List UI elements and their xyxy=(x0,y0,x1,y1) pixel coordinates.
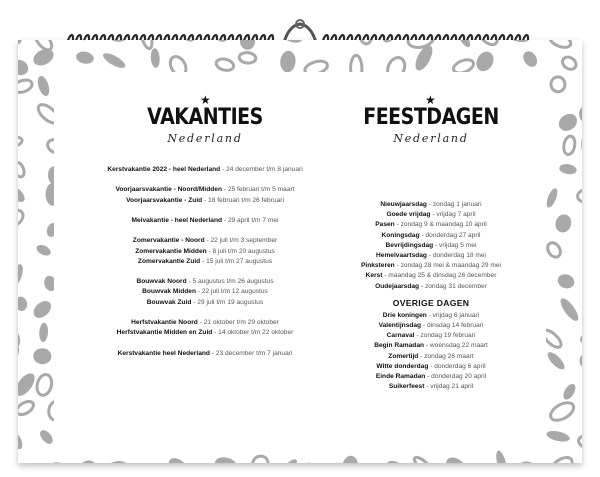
leopard-spot xyxy=(18,161,26,179)
leopard-spot xyxy=(454,40,472,49)
entry-dates: - zondag 1 januari xyxy=(426,201,482,208)
leopard-spot xyxy=(33,348,52,365)
content-panel xyxy=(54,72,546,435)
vakanties-list xyxy=(98,165,312,359)
leopard-spot xyxy=(18,399,36,417)
leopard-spot xyxy=(104,460,129,463)
entry-name: Herfstvakantie Noord xyxy=(131,318,198,326)
leopard-spot xyxy=(550,76,566,93)
leopard-spot xyxy=(579,104,582,123)
entry-name: Zomervakantie Zuid xyxy=(137,257,201,265)
entry-dates: - 22 juli t/m 12 augustus xyxy=(196,288,268,296)
entry-name: Bevrijdingsdag xyxy=(385,241,434,249)
leopard-spot xyxy=(578,325,582,346)
entry-name: Carnaval xyxy=(386,332,415,340)
entry-name: Kerst xyxy=(365,272,383,280)
leopard-spot xyxy=(18,370,38,399)
leopard-spot xyxy=(475,40,501,48)
star-icon: ★ xyxy=(425,93,436,107)
leopard-spot xyxy=(473,49,497,75)
entry-dates: - vrijdag 21 april xyxy=(424,383,474,391)
leopard-spot xyxy=(305,462,329,463)
entry-name: Voorjaarsvakantie - Zuid xyxy=(126,196,203,204)
list-item xyxy=(324,261,538,271)
leopard-spot xyxy=(561,382,578,402)
entry-dates: - zondag 19 februari xyxy=(414,332,476,340)
calendar-page xyxy=(18,40,582,463)
entry-dates: - 5 augustus t/m 26 augustus xyxy=(186,278,274,286)
feestdagen-items xyxy=(324,200,538,292)
leopard-spot xyxy=(38,428,56,446)
entry-name: Oudejaarsdag xyxy=(375,282,420,290)
leopard-spot xyxy=(39,322,49,342)
group-spacer xyxy=(98,267,312,277)
leopard-spot xyxy=(412,455,434,463)
leopard-spot xyxy=(562,135,576,155)
leopard-spot xyxy=(560,55,578,72)
entry-name: Meivakantie - heel Nederland xyxy=(131,216,223,224)
entry-dates: - donderdag 6 april xyxy=(428,362,486,370)
entry-name: Kerstvakantie 2022 - heel Nederland xyxy=(107,166,221,173)
entry-dates: - 29 april t/m 7 mei xyxy=(222,216,279,224)
leopard-spot xyxy=(380,40,399,45)
entry-name: Bouwvak Noord xyxy=(136,278,187,286)
leopard-spot xyxy=(494,450,509,463)
entry-name: Goede vrijdag xyxy=(386,211,431,219)
leopard-spot xyxy=(548,40,573,50)
entry-name: Hemelvaartsdag xyxy=(376,252,427,260)
feestdagen-title: FEESTDAGEN xyxy=(363,104,499,130)
leopard-spot xyxy=(138,40,154,50)
entry-dates: - 25 februari t/m 5 maart xyxy=(221,186,295,194)
leopard-spot xyxy=(553,212,573,234)
feestdagen-subtitle: Nederland xyxy=(393,132,469,145)
list-item xyxy=(98,247,312,257)
leopard-spot xyxy=(35,243,53,258)
list-item xyxy=(324,210,538,220)
leopard-spot xyxy=(577,434,582,450)
leopard-spot xyxy=(386,459,406,463)
leopard-spot xyxy=(250,453,271,463)
leopard-spot xyxy=(165,454,195,463)
entry-dates: - 14 oktober t/m 22 oktober xyxy=(212,329,294,337)
leopard-spot xyxy=(545,240,563,259)
leopard-spot xyxy=(213,455,240,463)
group-spacer xyxy=(98,338,312,348)
list-item xyxy=(98,277,312,287)
list-item xyxy=(324,372,538,382)
entry-dates: - 18 februari t/m 26 februari xyxy=(202,196,284,204)
entry-name: Koningsdag xyxy=(381,231,420,239)
entry-name: Valentijnsdag xyxy=(378,322,422,330)
leopard-spot xyxy=(101,50,127,70)
entry-name: Bouwvak Midden xyxy=(142,288,196,296)
group-spacer xyxy=(98,226,312,236)
list-item xyxy=(324,251,538,261)
entry-name: Suikerfeest xyxy=(388,383,425,391)
list-item xyxy=(98,318,312,328)
leopard-spot xyxy=(18,462,33,463)
overige-dagen-items xyxy=(324,311,538,393)
leopard-spot xyxy=(181,40,199,43)
leopard-spot xyxy=(18,296,28,312)
leopard-spot xyxy=(577,459,582,463)
entry-name: Drie koningen xyxy=(382,311,427,319)
leopard-spot xyxy=(78,40,97,42)
leopard-spot xyxy=(506,40,531,43)
leopard-spot xyxy=(547,454,576,463)
list-item xyxy=(324,282,538,292)
list-item xyxy=(324,352,538,362)
leopard-spot xyxy=(215,57,235,72)
leopard-spot xyxy=(18,324,22,349)
leopard-spot xyxy=(18,57,31,78)
entry-dates: - 22 juli t/m 3 september xyxy=(204,237,278,245)
leopard-spot xyxy=(75,50,95,65)
leopard-spot xyxy=(279,50,296,73)
leopard-spot xyxy=(18,430,25,451)
leopard-spot xyxy=(580,55,582,77)
group-spacer xyxy=(98,206,312,216)
leopard-spot xyxy=(578,350,582,369)
list-item xyxy=(324,271,538,281)
star-icon: ★ xyxy=(200,93,211,107)
list-item xyxy=(98,298,312,308)
leopard-spot xyxy=(150,48,160,68)
leopard-spot xyxy=(277,40,305,46)
leopard-spot xyxy=(516,458,541,463)
entry-name: Bouwvak Zuid xyxy=(146,298,192,306)
leopard-spot xyxy=(18,135,23,149)
leopard-spot xyxy=(36,75,52,98)
entry-dates: - vrijdag 7 april xyxy=(430,211,476,219)
entry-dates: - dinsdag 14 februari xyxy=(421,322,484,330)
entry-name: Kerstvakantie heel Nederland xyxy=(117,349,210,357)
list-item xyxy=(98,185,312,195)
entry-name: Begin Ramadan xyxy=(374,342,425,350)
entry-name: Pasen xyxy=(375,221,395,229)
leopard-spot xyxy=(580,129,582,156)
leopard-spot xyxy=(35,373,54,397)
entry-name: Zomervakantie Midden xyxy=(135,247,207,255)
list-item xyxy=(98,236,312,246)
list-item xyxy=(98,216,312,226)
entry-dates: - 21 oktober t/m 29 oktober xyxy=(197,318,279,326)
leopard-spot xyxy=(556,272,576,290)
list-item xyxy=(324,220,538,230)
entry-name: Herfstvakantie Midden en Zuid xyxy=(116,329,213,337)
entry-name: Voorjaarsvakantie - Noord/Midden xyxy=(115,186,222,194)
leopard-spot xyxy=(18,40,23,45)
group-spacer xyxy=(98,175,312,185)
entry-dates: - donderdag 18 mei xyxy=(426,252,486,260)
entry-name: Zomertijd xyxy=(388,352,419,360)
list-item xyxy=(324,231,538,241)
leopard-spot xyxy=(443,454,470,463)
list-item xyxy=(324,241,538,251)
overige-dagen-title: OVERIGE DAGEN xyxy=(392,297,470,308)
leopard-spot xyxy=(558,296,582,324)
entry-dates: - donderdag 20 april xyxy=(425,373,487,381)
group-spacer xyxy=(98,308,312,318)
entry-dates: - vrijdag 6 januari xyxy=(426,311,480,319)
entry-dates: - woensdag 22 maart xyxy=(424,342,488,350)
leopard-spot xyxy=(548,399,577,424)
leopard-spot xyxy=(77,459,99,463)
vakanties-subtitle: Nederland xyxy=(167,132,243,145)
list-item xyxy=(324,331,538,341)
entry-dates: - zondag 26 maart xyxy=(418,352,474,360)
leopard-spot xyxy=(18,263,25,290)
list-item xyxy=(324,341,538,351)
entry-dates: - 23 december t/m 7 januari xyxy=(209,349,293,357)
entry-dates: - zondag 28 mei & maandag 29 mei xyxy=(394,262,501,270)
leopard-spot xyxy=(545,187,560,209)
list-item xyxy=(324,362,538,372)
list-item xyxy=(98,196,312,206)
leopard-spot xyxy=(18,206,26,232)
entry-dates: - 24 december t/m 8 januari xyxy=(220,166,303,173)
entry-dates: - zondag 9 & maandag 10 april xyxy=(394,221,487,229)
leopard-spot xyxy=(546,429,571,443)
leopard-spot xyxy=(212,40,232,44)
leopard-spot xyxy=(520,49,539,70)
leopard-spot xyxy=(277,457,299,463)
entry-dates: - 29 juli t/m 19 augustus xyxy=(191,298,264,306)
list-item xyxy=(98,165,312,175)
entry-name: Einde Ramadan xyxy=(375,373,426,381)
leopard-spot xyxy=(559,163,578,176)
leopard-spot xyxy=(556,110,581,134)
entry-dates: - vrijdag 5 mei xyxy=(433,241,477,249)
list-item xyxy=(98,328,312,338)
leopard-spot xyxy=(111,40,129,42)
entry-name: Nieuwjaarsdag xyxy=(380,201,427,208)
leopard-spot xyxy=(341,455,359,463)
list-item xyxy=(324,200,538,210)
entry-dates: - 8 juli t/m 20 augustus xyxy=(206,247,275,255)
leopard-spot xyxy=(239,52,257,64)
list-item xyxy=(324,321,538,331)
list-item xyxy=(324,382,538,392)
entry-dates: - donderdag 27 april xyxy=(419,231,481,239)
entry-name: Witte donderdag xyxy=(376,362,429,370)
list-item xyxy=(98,257,312,267)
entry-dates: - zondag 31 december xyxy=(419,282,487,290)
vakanties-title: VAKANTIES xyxy=(147,104,263,130)
leopard-spot xyxy=(49,461,69,463)
list-item xyxy=(98,349,312,359)
entry-name: Zomervakantie - Noord xyxy=(132,237,205,245)
leopard-spot xyxy=(30,298,54,322)
leopard-spot xyxy=(545,350,567,372)
feestdagen-list xyxy=(324,200,538,392)
entry-dates: - 15 juli t/m 27 augustus xyxy=(200,257,273,265)
entry-dates: - maandag 25 & dinsdag 26 december xyxy=(382,272,497,280)
leopard-spot xyxy=(18,78,34,95)
leopard-spot xyxy=(18,183,27,205)
entry-name: Pinksteren xyxy=(360,262,395,270)
leopard-spot xyxy=(357,40,373,45)
leopard-spot xyxy=(239,40,256,50)
leopard-spot xyxy=(577,188,582,204)
list-item xyxy=(324,311,538,321)
list-item xyxy=(98,287,312,297)
